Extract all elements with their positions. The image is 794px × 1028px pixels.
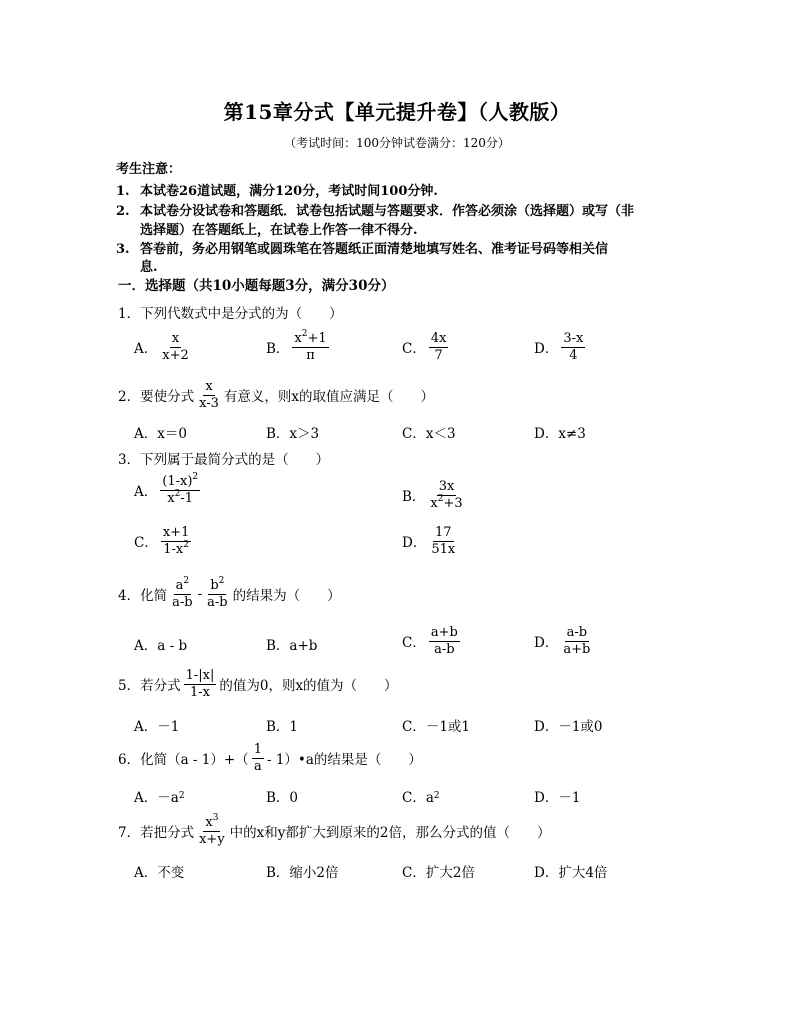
- fraction: $\frac{a^2}{a-b}$: [172, 576, 193, 610]
- q5-option-a[interactable]: A．－1: [134, 719, 180, 735]
- question-3-stem: 3．下列属于最简分式的是（ ）: [118, 452, 330, 468]
- q4-option-b[interactable]: B．a+b: [266, 638, 318, 654]
- fraction: $\frac{a+b}{a-b}$: [430, 625, 458, 657]
- fraction: $\frac{1}{a}$: [253, 742, 262, 774]
- fraction: $\frac{17}{51x}$: [431, 525, 456, 557]
- q1-option-b[interactable]: B． $\frac{x^2+1}{\pi}$: [266, 329, 327, 363]
- notice-item: 选择题）在答题纸上，在试卷上作答一律不得分.: [140, 223, 418, 238]
- notice-heading: 考生注意：: [116, 162, 182, 177]
- page-title: 第15章分式【单元提升卷】（人教版）: [223, 100, 571, 124]
- q7-option-a[interactable]: A．不变: [134, 865, 185, 881]
- q2-option-a[interactable]: A．x＝0: [134, 426, 187, 442]
- q2-option-c[interactable]: C．x＜3: [402, 426, 456, 442]
- question-5-stem: 5．若分式 $\frac{1-|x|}{1-x}$ 的值为0，则x的值为（ ）: [118, 668, 398, 700]
- fraction: $\frac{b^2}{a-b}$: [207, 576, 228, 610]
- q6-option-c[interactable]: C．a 2: [402, 790, 440, 806]
- fraction: $\frac{3x}{x^2+3}$: [430, 479, 463, 511]
- q6-option-a[interactable]: A．－a 2: [134, 790, 185, 806]
- q3-option-c[interactable]: C． $\frac{x+1}{1-x^2}$: [134, 525, 190, 557]
- q6-option-d[interactable]: D．－1: [534, 790, 581, 806]
- fraction: $\frac{x+1}{1-x^2}$: [162, 525, 190, 557]
- question-4-stem: 4．化简 $\frac{a^2}{a-b}$ - $\frac{b^2}{a-b}$ 的结果为（ ）: [118, 576, 341, 610]
- fraction: $\frac{x}{x-3}$: [199, 379, 219, 411]
- q4-option-c[interactable]: C． $\frac{a+b}{a-b}$: [402, 625, 458, 657]
- notice-item: 3. 答卷前，务必用钢笔或圆珠笔在答题纸正面清楚地填写姓名、准考证号码等相关信: [116, 242, 609, 257]
- question-1-stem: 1．下列代数式中是分式的为（ ）: [118, 306, 343, 322]
- q3-option-d[interactable]: D． $\frac{17}{51x}$: [402, 525, 456, 557]
- q2-option-b[interactable]: B．x＞3: [266, 426, 320, 442]
- fraction: $\frac{4x}{7}$: [430, 331, 447, 363]
- q2-option-d[interactable]: D．x≠3: [534, 426, 586, 442]
- fraction: $\frac{x}{x+2}$: [162, 331, 189, 363]
- fraction: $\frac{x^2+1}{\pi}$: [294, 329, 327, 363]
- q5-option-b[interactable]: B．1: [266, 719, 299, 735]
- fraction: $\frac{1-|x|}{1-x}$: [185, 668, 215, 700]
- q3-option-b[interactable]: B． $\frac{3x}{x^2+3}$: [402, 479, 463, 511]
- q5-option-d[interactable]: D．－1或0: [534, 719, 603, 735]
- q3-option-a[interactable]: A． $\frac{(1-x)^2}{x^2-1}$: [134, 472, 199, 506]
- q1-option-d[interactable]: D． $\frac{3-x}{4}$: [534, 331, 584, 363]
- question-2-stem: 2．要使分式 $\frac{x}{x-3}$ 有意义，则x的取值应满足（ ）: [118, 379, 434, 411]
- q1-option-c[interactable]: C． $\frac{4x}{7}$: [402, 331, 447, 363]
- fraction: $\frac{a-b}{a+b}$: [563, 625, 591, 657]
- fraction: $\frac{3-x}{4}$: [563, 331, 584, 363]
- q7-option-d[interactable]: D．扩大4倍: [534, 865, 608, 881]
- q1-option-a[interactable]: A． $\frac{x}{x+2}$: [134, 331, 189, 363]
- q7-option-b[interactable]: B．缩小2倍: [266, 865, 339, 881]
- q7-option-c[interactable]: C．扩大2倍: [402, 865, 475, 881]
- q4-option-a[interactable]: A．a - b: [134, 638, 188, 654]
- exam-info: （考试时间：100分钟试卷满分：120分）: [284, 136, 510, 150]
- notice-item: 1. 本试卷26道试题，满分120分，考试时间100分钟.: [116, 184, 438, 199]
- q5-option-c[interactable]: C．－1或1: [402, 719, 471, 735]
- section-heading: 一．选择题（共10小题每题3分，满分30分）: [118, 278, 395, 294]
- fraction: $\frac{x^3}{x+y}$: [199, 813, 225, 847]
- fraction: $\frac{(1-x)^2}{x^2-1}$: [162, 472, 199, 506]
- notice-item: 息.: [140, 260, 158, 275]
- question-6-stem: 6．化简（a - 1）+（ $\frac{1}{a}$ - 1）•a的结果是（ ）: [118, 742, 422, 774]
- q6-option-b[interactable]: B．0: [266, 790, 299, 806]
- q4-option-d[interactable]: D． $\frac{a-b}{a+b}$: [534, 625, 591, 657]
- question-7-stem: 7．若把分式 $\frac{x^3}{x+y}$ 中的x和y都扩大到原来的2倍，那么分式的值（ ）: [118, 813, 551, 847]
- notice-item: 2. 本试卷分设试卷和答题纸．试卷包括试题与答题要求．作答必须涂（选择题）或写（非: [116, 204, 635, 219]
